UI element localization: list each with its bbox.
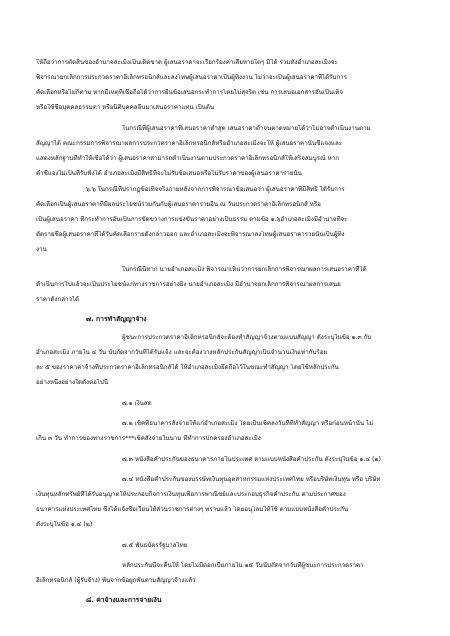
clause-7-1: ๗.๑ เงินสด (122, 400, 152, 407)
paragraph-line: คัดเลือกเป็นผู้เสนอราคาที่มีผลประโยชน์ร่วมกันกับผู้เสนอราคารายอื่น ณ วันประกวดราคาอิเล็กทรอนิกส์ หรือ (36, 201, 321, 208)
clause-7-2: ๗.๒ เช็คที่ธนาคารสั่งจ่ายให้แก่อำเภอสะเมิง โดยเป็นเช็คลงวันที่ที่ทำสัญญา หรือก่อนหน้านั้น ไม่ (122, 420, 374, 427)
paragraph-line: หลักประกันนี้จะคืนให้ โดยไม่มีดอกเบี้ยภายใน ๑๕ วันนับถัดจากวันที่ผู้ชนะการประกวดราคา (122, 562, 364, 569)
paragraph-line: ราคาดังกล่าวได้ (36, 296, 80, 303)
paragraph-line: ตัดรายชื่อผู้เสนอราคาที่ได้รับคัดเลือกรายดังกล่าวออก และอำเภอสะเมิงจะพิจารณาลงโทษผู้เสนอราคารายนั้นเป็นผู้ทิ้ง (36, 231, 345, 238)
paragraph-line: คำชี้แจงไม่เป็นที่รับฟังได้ อำเภอสะเมิงมีสิทธิที่จะไม่รับข้อเสนอหรือไม่รับราคาของผู้เสนอราคารายนั้น (36, 170, 302, 177)
paragraph-line: พิจารณายกเลิกการประกวดราคาอิเล็กทรอนิกส์และลงโทษผู้เสนอราคาเป็นผู้ทิ้งงาน ไม่ว่าจะเป็นผู้เสนอราคาที่ได้รับการ (36, 74, 347, 81)
paragraph-line: คัดเลือกหรือไม่ก็ตาม หากมีเหตุที่เชื่อถือได้ว่าการยื่นข้อเสนอกระทำการโดยไม่สุจริต เช่น การเสนอเอกสารอันเป็นเท็จ (36, 89, 343, 96)
paragraph-line: ธนาคารแห่งประเทศไทย ซึ่งได้แจ้งชื่อเวียนให้ส่วนราชการต่างๆ ทราบแล้ว โดยอนุโลมให้ใช้ ตามแบบหนังสือค้ำประกัน (36, 506, 349, 513)
paragraph-line: แสดงหลักฐานที่ทำให้เชื่อได้ว่า ผู้เสนอราคาสามารถดำเนินงานตามประกวดราคาอิเล็กทรอนิกส์ให้เสร็จสมบูรณ์ หาก (36, 155, 339, 162)
paragraph-line: ในกรณีนี้หาก นายอำเภอสะเมิง พิจารณาเห็นว่าการยกเลิกการพิจารณาผลการเสนอราคาที่ได้ (122, 266, 367, 273)
paragraph-line: สัญญาได้ คณะกรรมการพิจารณาผลการประกวดราคาอิเล็กทรอนิกส์หรืออำเภอสะเมิงจะให้ ผู้เสนอราคานั้นชี้แจงและ (36, 140, 343, 147)
section-8-heading: ๘. ค่าจ้างและการจ่ายเงิน (86, 597, 162, 604)
paragraph-line: ในกรณีที่ผู้เสนอราคาที่เสนอราคาต่ำสุด เสนอราคาต่ำจนคาดหมายได้ว่าไม่อาจดำเนินงานตาม (122, 125, 371, 132)
clause-6-6: ๖.๖ ในกรณีที่ปรากฏข้อเท็จจริงภายหลังจากการพิจารณาข้อเสนอว่า ผู้เสนอราคาที่มีสิทธิ ได้รับการ (86, 186, 345, 193)
paragraph-line: อำเภอสะเมิง ภายใน ๔ วัน นับถัดจากวันที่ได้รับแจ้ง และจะต้องวางหลักประกันสัญญาเป็นจำนวนเงินเท่ากับร้อย (36, 349, 328, 356)
clause-7-5: ๗.๕ พันธบัตรรัฐบาลไทย (122, 542, 188, 549)
paragraph-line: หรือใช้ชื่อบุคคลธรรมดา หรือนิติบุคคลอื่นมาเสนอราคาแทน เป็นต้น (36, 104, 215, 111)
paragraph-line: เกิน ๓ วัน ทำการของทางราชการ***เช็คสั่งจ่ายในนาม ที่ทำการปกครองอำเภอสะเมิง (36, 435, 261, 442)
paragraph-line: เงินทุนหลักทรัพย์ที่ได้รับอนุญาตให้ประกอบกิจการเงินทุนเพื่อการพาณิชย์และประกอบธุรกิจค้ำประกัน ตามประกาศของ (36, 491, 346, 498)
paragraph-line: อย่างหนึ่งอย่างใดดังต่อไปนี้ (36, 379, 109, 386)
paragraph-line: ดำเนินการไปแล้วจะเป็นประโยชน์แก่ทางราชการอย่างยิ่ง นายอำเภอสะเมิง มีอำนาจยกเลิกการพิจารณาผลการเสนอ (36, 281, 341, 288)
paragraph-line: งาน (36, 246, 47, 253)
paragraph-line: ดังระบุในข้อ ๑.๔ (๒) (36, 521, 93, 528)
paragraph-line: อิเล็กทรอนิกส์ (ผู้รับจ้าง) พ้นจากข้อผูกพันตามสัญญาจ้างแล้ว (36, 577, 196, 584)
paragraph-line: ละ ๕ ของราคาค่าจ้างที่ประกวดราคาอิเล็กทรอนิกส์ได้ ให้อำเภอสะเมิงยึดถือไว้ในขณะทำสัญญา โดยใช้หลักประกัน (36, 364, 339, 371)
section-7-heading: ๗. การทำสัญญาจ้าง (86, 316, 147, 323)
paragraph-line: เป็นผู้เสนอราคา ที่กระทำการอันเป็นการขัดขวางการแข่งขันราคาอย่างเป็นธรรม ตามข้อ ๑.๖อำเภอสะเมิงมีอำนาจที่จะ (36, 216, 348, 223)
clause-7-4: ๗.๔ หนังสือค้ำประกันของบรรษัทเงินทุนอุตสาหกรรมแห่งประเทศไทย หรือบริษัทเงินทุน หรือ บริษัท (122, 476, 381, 483)
clause-7-3: ๗.๓ หนังสือค้ำประกันของธนาคารภายในประเทศ ตามแบบหนังสือค้ำประกัน ดังระบุในข้อ ๑.๔ (๒) (122, 456, 381, 463)
paragraph-line: ให้ถือว่าการตัดสินของอำนาจสะเมิงเป็นเด็ดขาด ผู้เสนอราคาจะเรียกร้องค่าเสียหายใดๆ มิได้ รวมทั้งอำเภอสะเมิงจะ (36, 59, 338, 66)
paragraph-line: ผู้ชนะการประกวดราคาอิเล็กทรอนิกส์จะต้องทำสัญญาจ้างตามแบบสัญญา ดังระบุในข้อ ๑.๓ กับ (122, 334, 372, 341)
